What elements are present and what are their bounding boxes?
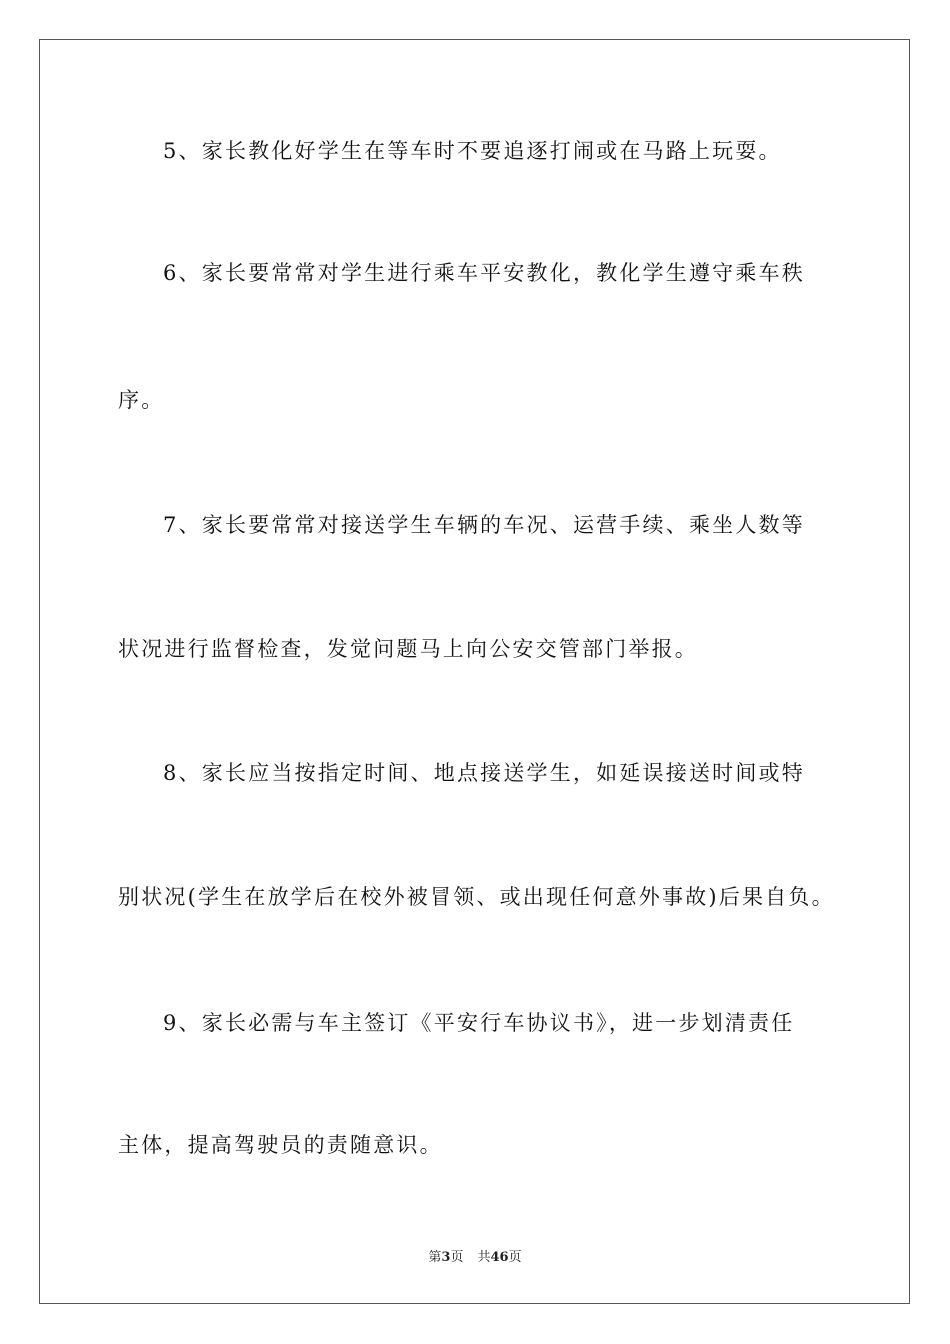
current-page-number: 3	[441, 1250, 451, 1265]
paragraph-8-line-1: 8、家长应当按指定时间、地点接送学生，如延误接送时间或特	[163, 761, 805, 785]
paragraph-7-line-2: 状况进行监督检查，发觉问题马上向公安交管部门举报。	[118, 637, 698, 661]
paragraph-6-line-2: 序。	[118, 388, 165, 412]
total-page-number: 46	[490, 1250, 509, 1265]
total-unit: 页	[508, 1250, 522, 1265]
paragraph-7-line-1: 7、家长要常常对接送学生车辆的车况、运营手续、乘坐人数等	[163, 513, 805, 537]
page-prefix: 第	[428, 1250, 442, 1265]
page-footer	[0, 1246, 950, 1265]
paragraph-9-line-2: 主体，提高驾驶员的责随意识。	[118, 1133, 443, 1157]
page-unit: 页	[450, 1250, 464, 1265]
paragraph-9-line-1: 9、家长必需与车主签订《平安行车协议书》，进一步划清责任	[163, 1011, 795, 1035]
paragraph-8-line-2: 别状况(学生在放学后在校外被冒领、或出现任何意外事故)后果自负。	[118, 885, 835, 909]
paragraph-5-line-1: 5、家长教化好学生在等车时不要追逐打闹或在马路上玩耍。	[163, 139, 782, 163]
total-prefix: 共	[477, 1250, 491, 1265]
paragraph-6-line-1: 6、家长要常常对学生进行乘车平安教化，教化学生遵守乘车秩	[163, 261, 805, 285]
page-border	[39, 39, 910, 1304]
